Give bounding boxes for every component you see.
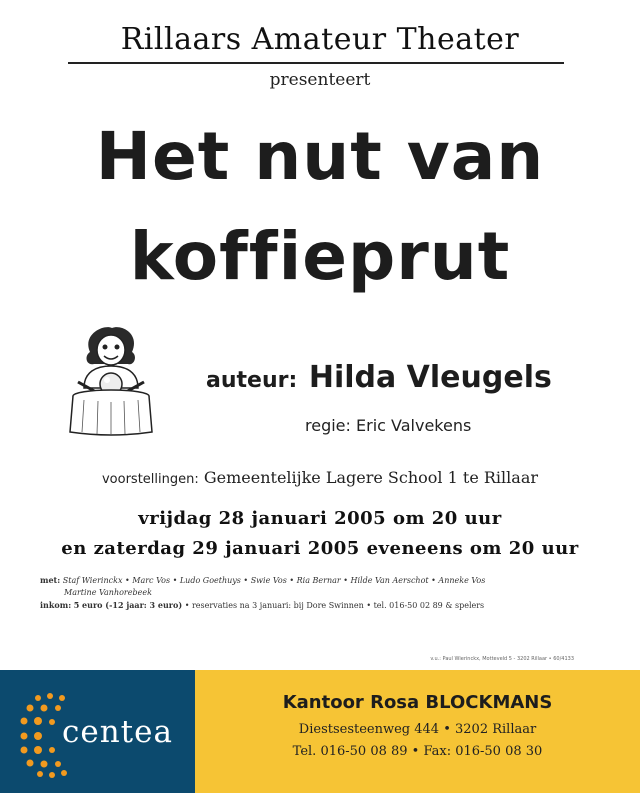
performances-line (0, 468, 640, 487)
fortune-teller-illustration (60, 322, 160, 437)
sponsor-info-panel (195, 670, 640, 793)
play-title-line1: Het nut van (95, 118, 545, 195)
reservations: • reservaties na 3 januari: bij Dore Swinnen • tel. 016-50 02 89 & spelers (184, 601, 485, 610)
author-name: Hilda Vleugels (308, 360, 552, 395)
cast-label: met: (40, 575, 61, 585)
ticket-info (40, 600, 620, 610)
sponsor-logo-panel (0, 670, 195, 793)
cast-list (40, 574, 600, 599)
play-title-line2: koffieprut (129, 218, 511, 295)
cast-line2: Martine Vanhorebeek (64, 588, 152, 597)
performance-date-2: en zaterdag 29 januari 2005 eveneens om 20 uur (61, 538, 579, 559)
venue: Gemeentelijke Lagere School 1 te Rillaar (203, 468, 538, 487)
performance-date-1: vrijdag 28 januari 2005 om 20 uur (138, 508, 502, 529)
author-line (206, 360, 552, 395)
ticket-price: 5 euro (-12 jaar: 3 euro) (73, 600, 183, 610)
sponsor-address: Diestsesteenweg 444 • 3202 Rillaar (298, 722, 537, 737)
sponsor-phone: Tel. 016-50 08 89 • Fax: 016-50 08 30 (292, 744, 543, 759)
director-label: regie: (305, 416, 351, 435)
publisher-note: v.u.: Paul Wierinckx, Motteveld 5 - 3202 Rillaar • 60/4133 (430, 656, 574, 662)
director-line (305, 416, 471, 435)
troupe-name: Rillaars Amateur Theater (120, 22, 520, 57)
cast-line1: Staf Wierinckx • Marc Vos • Ludo Goethuys • Swie Vos • Ria Bernar • Hilde Van Aerschot • Anneke Vos (62, 576, 486, 585)
ticket-label: inkom: (40, 600, 72, 610)
header-rule (68, 62, 564, 64)
author-label: auteur: (206, 368, 298, 393)
director-name: Eric Valvekens (356, 416, 472, 435)
sponsor-office: Kantoor Rosa BLOCKMANS (282, 692, 553, 713)
sponsor-footer (0, 670, 640, 793)
performances-label: voorstellingen: (101, 472, 199, 487)
sponsor-brand: centea (62, 714, 173, 750)
presents-text: presenteert (269, 70, 371, 90)
